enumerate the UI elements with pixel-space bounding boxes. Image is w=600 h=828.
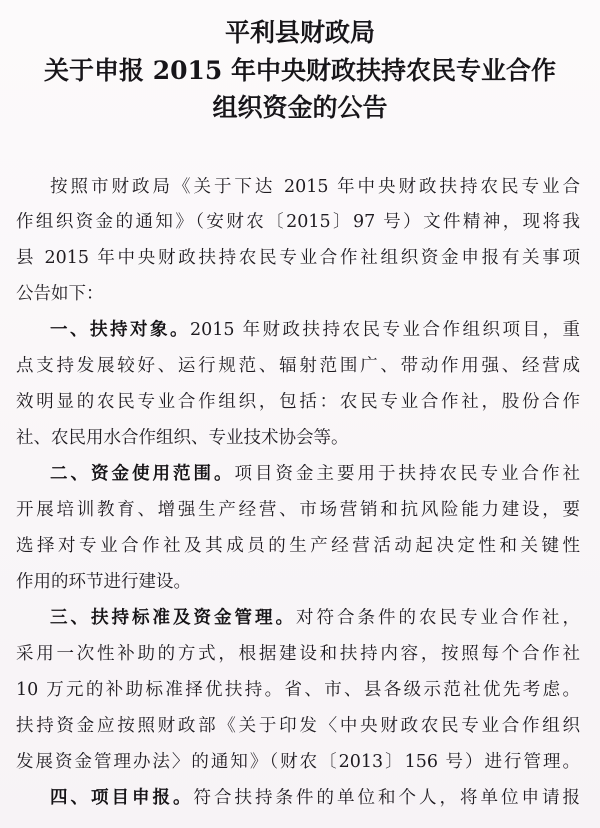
section-1-line: 点支持发展较好、运行规范、辐射范围广、带动作用强、经营成 [16, 356, 580, 376]
section-3-heading: 三、扶持标准及资金管理。 [50, 608, 296, 628]
section-1-heading: 一、扶持对象。 [50, 320, 190, 340]
intro-line: 县 2015 年中央财政扶持农民专业合作社组织资金申报有关事项 [16, 248, 580, 268]
section-3-line: 扶持资金应按照财政部《关于印发〈中央财政农民专业合作组织 [16, 716, 580, 736]
title-line-3: 组织资金的公告 [212, 93, 388, 122]
intro-line: 作组织资金的通知》（安财农〔2015〕97 号）文件精神，现将我 [16, 212, 580, 232]
section-3-text: 对符合条件的农民专业合作社， [296, 608, 580, 628]
title-agency: 平利县财政局 [224, 18, 375, 47]
title-line-2: 关于申报 2015 年中央财政扶持农民专业合作 [44, 56, 556, 85]
section-1-text: 2015 年财政扶持农民专业合作组织项目，重 [189, 320, 580, 340]
intro-line: 公告如下： [16, 284, 104, 304]
section-4-text: 符合扶持条件的单位和个人，将单位申请报 [193, 788, 580, 808]
section-4-first-line [50, 787, 580, 809]
section-3-line: 10 万元的补助标准择优扶持。省、市、县各级示范社优先考虑。 [16, 680, 580, 700]
section-2-line: 开展培训教育、增强生产经营、市场营销和抗风险能力建设，要 [16, 500, 580, 520]
section-2-line: 作用的环节进行建设。 [16, 572, 191, 592]
section-2-text: 项目资金主要用于扶持农民专业合作社 [234, 464, 580, 484]
section-1-line: 社、农民用水合作组织、专业技术协会等。 [16, 428, 349, 448]
section-4-heading: 四、项目申报。 [50, 788, 194, 808]
section-3-line: 发展资金管理办法〉的通知》（财农〔2013〕156 号）进行管理。 [16, 752, 580, 772]
intro-line: 按照市财政局《关于下达 2015 年中央财政扶持农民专业合 [50, 177, 580, 197]
section-2-line: 选择对专业合作社及其成员的生产经营活动起决定性和关键性 [16, 536, 580, 556]
section-3-first-line [50, 607, 580, 629]
section-2-heading: 二、资金使用范围。 [50, 464, 235, 484]
section-1-first-line [50, 319, 580, 341]
section-3-line: 采用一次性补助的方式，根据建设和扶持内容，按照每个合作社 [16, 644, 580, 664]
section-1-line: 效明显的农民专业合作组织，包括：农民专业合作社，股份合作 [16, 392, 580, 412]
section-2-first-line [50, 463, 580, 485]
